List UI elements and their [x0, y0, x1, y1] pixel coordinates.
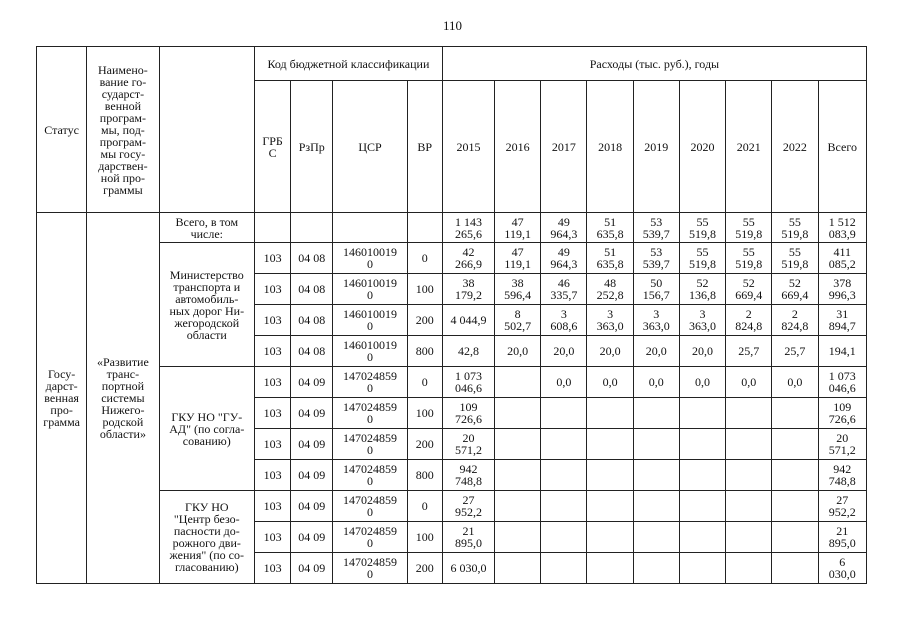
rzpr-cell: 04 08 — [291, 243, 333, 274]
value-cell: 6 030,0 — [442, 553, 494, 584]
csr-cell: 147024859 0 — [333, 460, 407, 491]
value-cell: 55 519,8 — [772, 243, 818, 274]
executor-header — [159, 47, 254, 213]
value-cell: 4 044,9 — [442, 305, 494, 336]
total-row — [37, 213, 867, 243]
value-cell — [495, 367, 541, 398]
value-cell: 38 596,4 — [495, 274, 541, 305]
value-cell — [541, 429, 587, 460]
value-cell: 55 519,8 — [679, 243, 725, 274]
value-cell: 194,1 — [818, 336, 867, 367]
expenses-header: Расходы (тыс. руб.), годы — [442, 47, 866, 81]
value-cell: 27 952,2 — [818, 491, 867, 522]
value-cell: 52 669,4 — [726, 274, 772, 305]
rzpr-cell: 04 08 — [291, 274, 333, 305]
year-column-header: 2022 — [772, 81, 818, 213]
csr-cell: 146010019 0 — [333, 243, 407, 274]
value-cell: 51 635,8 — [587, 213, 633, 243]
value-cell — [587, 398, 633, 429]
grbs-cell: 103 — [255, 243, 291, 274]
table-row — [37, 367, 867, 398]
vr-cell: 800 — [407, 336, 442, 367]
value-cell — [726, 460, 772, 491]
value-cell — [587, 429, 633, 460]
value-cell — [633, 491, 679, 522]
value-cell: 52 669,4 — [772, 274, 818, 305]
grbs-cell: 103 — [255, 491, 291, 522]
value-cell — [726, 398, 772, 429]
value-cell: 1 512 083,9 — [818, 213, 867, 243]
value-cell — [495, 460, 541, 491]
value-cell: 109 726,6 — [818, 398, 867, 429]
value-cell — [726, 491, 772, 522]
rzpr-cell: 04 08 — [291, 336, 333, 367]
value-cell — [541, 553, 587, 584]
csr-cell: 146010019 0 — [333, 274, 407, 305]
value-cell — [633, 460, 679, 491]
empty-code-cell — [407, 213, 442, 243]
value-cell: 2 824,8 — [726, 305, 772, 336]
value-cell: 47 119,1 — [495, 213, 541, 243]
value-cell: 53 539,7 — [633, 243, 679, 274]
value-cell — [726, 429, 772, 460]
value-cell — [541, 398, 587, 429]
value-cell: 3 363,0 — [633, 305, 679, 336]
program-name-header: Наимено- вание го- сударст- венной програм- мы, под- програм- мы госу- дарствен- ной про- граммы — [87, 47, 159, 213]
table-row — [37, 243, 867, 274]
value-cell: 1 073 046,6 — [442, 367, 494, 398]
value-cell: 0,0 — [541, 367, 587, 398]
table-row — [37, 491, 867, 522]
value-cell — [679, 522, 725, 553]
vr-cell: 100 — [407, 398, 442, 429]
year-column-header: 2016 — [495, 81, 541, 213]
program-cell: «Развитие транс- портной системы Нижего- родской области» — [87, 213, 159, 584]
value-cell: 2 824,8 — [772, 305, 818, 336]
vr-cell: 0 — [407, 243, 442, 274]
value-cell: 3 363,0 — [679, 305, 725, 336]
executor-cell: Министерство транспорта и автомобиль- ных дорог Ни- жегородской области — [159, 243, 254, 367]
value-cell: 1 073 046,6 — [818, 367, 867, 398]
value-cell: 51 635,8 — [587, 243, 633, 274]
value-cell — [541, 491, 587, 522]
value-cell: 0,0 — [726, 367, 772, 398]
value-cell: 20 571,2 — [442, 429, 494, 460]
value-cell: 31 894,7 — [818, 305, 867, 336]
value-cell — [772, 460, 818, 491]
value-cell: 55 519,8 — [772, 213, 818, 243]
value-cell: 53 539,7 — [633, 213, 679, 243]
value-cell — [541, 460, 587, 491]
rzpr-cell: 04 09 — [291, 491, 333, 522]
value-cell — [679, 460, 725, 491]
csr-cell: 146010019 0 — [333, 336, 407, 367]
value-cell: 0,0 — [679, 367, 725, 398]
budget-table — [36, 46, 867, 584]
value-cell: 0,0 — [633, 367, 679, 398]
value-cell: 25,7 — [726, 336, 772, 367]
value-cell: 8 502,7 — [495, 305, 541, 336]
value-cell — [772, 491, 818, 522]
year-column-header: 2015 — [442, 81, 494, 213]
status-header: Статус — [37, 47, 87, 213]
empty-code-cell — [333, 213, 407, 243]
year-column-header: 2021 — [726, 81, 772, 213]
grbs-cell: 103 — [255, 522, 291, 553]
rzpr-cell: 04 09 — [291, 398, 333, 429]
status-cell: Госу- дарст- венная про- грамма — [37, 213, 87, 584]
value-cell: 49 964,3 — [541, 213, 587, 243]
value-cell: 20 571,2 — [818, 429, 867, 460]
value-cell — [541, 522, 587, 553]
value-cell: 49 964,3 — [541, 243, 587, 274]
value-cell: 20,0 — [541, 336, 587, 367]
code-column-header: ВР — [407, 81, 442, 213]
value-cell: 6 030,0 — [818, 553, 867, 584]
value-cell — [587, 522, 633, 553]
year-column-header: 2017 — [541, 81, 587, 213]
grbs-cell: 103 — [255, 553, 291, 584]
value-cell: 55 519,8 — [726, 213, 772, 243]
value-cell: 411 085,2 — [818, 243, 867, 274]
code-column-header: РзПр — [291, 81, 333, 213]
value-cell — [633, 553, 679, 584]
value-cell — [495, 491, 541, 522]
value-cell: 0,0 — [772, 367, 818, 398]
value-cell — [772, 429, 818, 460]
value-cell: 55 519,8 — [679, 213, 725, 243]
rzpr-cell: 04 09 — [291, 553, 333, 584]
value-cell — [587, 460, 633, 491]
rzpr-cell: 04 09 — [291, 367, 333, 398]
year-column-header: 2018 — [587, 81, 633, 213]
csr-cell: 146010019 0 — [333, 305, 407, 336]
code-column-header: ГРБ С — [255, 81, 291, 213]
rzpr-cell: 04 09 — [291, 429, 333, 460]
empty-code-cell — [255, 213, 291, 243]
rzpr-cell: 04 09 — [291, 460, 333, 491]
value-cell — [495, 398, 541, 429]
value-cell — [495, 429, 541, 460]
value-cell: 55 519,8 — [726, 243, 772, 274]
value-cell: 42,8 — [442, 336, 494, 367]
header-row-1 — [37, 47, 867, 81]
value-cell: 48 252,8 — [587, 274, 633, 305]
grbs-cell: 103 — [255, 460, 291, 491]
value-cell: 21 895,0 — [442, 522, 494, 553]
value-cell — [772, 398, 818, 429]
rzpr-cell: 04 08 — [291, 305, 333, 336]
value-cell: 42 266,9 — [442, 243, 494, 274]
grbs-cell: 103 — [255, 336, 291, 367]
value-cell — [495, 522, 541, 553]
grbs-cell: 103 — [255, 305, 291, 336]
total-row-label: Всего, в том числе: — [159, 213, 254, 243]
value-cell: 1 143 265,6 — [442, 213, 494, 243]
vr-cell: 200 — [407, 429, 442, 460]
csr-cell: 147024859 0 — [333, 491, 407, 522]
value-cell — [679, 553, 725, 584]
vr-cell: 100 — [407, 274, 442, 305]
value-cell — [679, 491, 725, 522]
budget-code-header: Код бюджетной классификации — [255, 47, 443, 81]
value-cell: 38 179,2 — [442, 274, 494, 305]
value-cell: 0,0 — [587, 367, 633, 398]
value-cell: 942 748,8 — [442, 460, 494, 491]
value-cell: 47 119,1 — [495, 243, 541, 274]
value-cell — [587, 491, 633, 522]
csr-cell: 147024859 0 — [333, 367, 407, 398]
vr-cell: 0 — [407, 367, 442, 398]
csr-cell: 147024859 0 — [333, 429, 407, 460]
empty-code-cell — [291, 213, 333, 243]
vr-cell: 0 — [407, 491, 442, 522]
csr-cell: 147024859 0 — [333, 398, 407, 429]
value-cell — [726, 553, 772, 584]
grbs-cell: 103 — [255, 429, 291, 460]
value-cell: 46 335,7 — [541, 274, 587, 305]
executor-cell: ГКУ НО "ГУ- АД" (по согла- сованию) — [159, 367, 254, 491]
grbs-cell: 103 — [255, 398, 291, 429]
value-cell: 20,0 — [587, 336, 633, 367]
value-cell: 20,0 — [495, 336, 541, 367]
grbs-cell: 103 — [255, 367, 291, 398]
value-cell — [633, 429, 679, 460]
value-cell: 3 363,0 — [587, 305, 633, 336]
value-cell — [772, 522, 818, 553]
year-column-header: Всего — [818, 81, 867, 213]
value-cell — [587, 553, 633, 584]
value-cell: 52 136,8 — [679, 274, 725, 305]
value-cell — [633, 398, 679, 429]
value-cell — [679, 398, 725, 429]
code-column-header: ЦСР — [333, 81, 407, 213]
vr-cell: 200 — [407, 553, 442, 584]
value-cell: 20,0 — [679, 336, 725, 367]
value-cell — [679, 429, 725, 460]
value-cell: 109 726,6 — [442, 398, 494, 429]
value-cell: 3 608,6 — [541, 305, 587, 336]
value-cell: 378 996,3 — [818, 274, 867, 305]
vr-cell: 200 — [407, 305, 442, 336]
page-number: 110 — [442, 18, 463, 33]
value-cell — [772, 553, 818, 584]
grbs-cell: 103 — [255, 274, 291, 305]
value-cell: 25,7 — [772, 336, 818, 367]
value-cell: 942 748,8 — [818, 460, 867, 491]
value-cell: 50 156,7 — [633, 274, 679, 305]
vr-cell: 100 — [407, 522, 442, 553]
value-cell — [495, 553, 541, 584]
value-cell: 27 952,2 — [442, 491, 494, 522]
rzpr-cell: 04 09 — [291, 522, 333, 553]
year-column-header: 2020 — [679, 81, 725, 213]
executor-cell: ГКУ НО "Центр безо- пасности до- рожного дви- жения" (по со- гласованию) — [159, 491, 254, 584]
value-cell — [633, 522, 679, 553]
vr-cell: 800 — [407, 460, 442, 491]
csr-cell: 147024859 0 — [333, 522, 407, 553]
csr-cell: 147024859 0 — [333, 553, 407, 584]
value-cell — [726, 522, 772, 553]
value-cell: 21 895,0 — [818, 522, 867, 553]
year-column-header: 2019 — [633, 81, 679, 213]
value-cell: 20,0 — [633, 336, 679, 367]
